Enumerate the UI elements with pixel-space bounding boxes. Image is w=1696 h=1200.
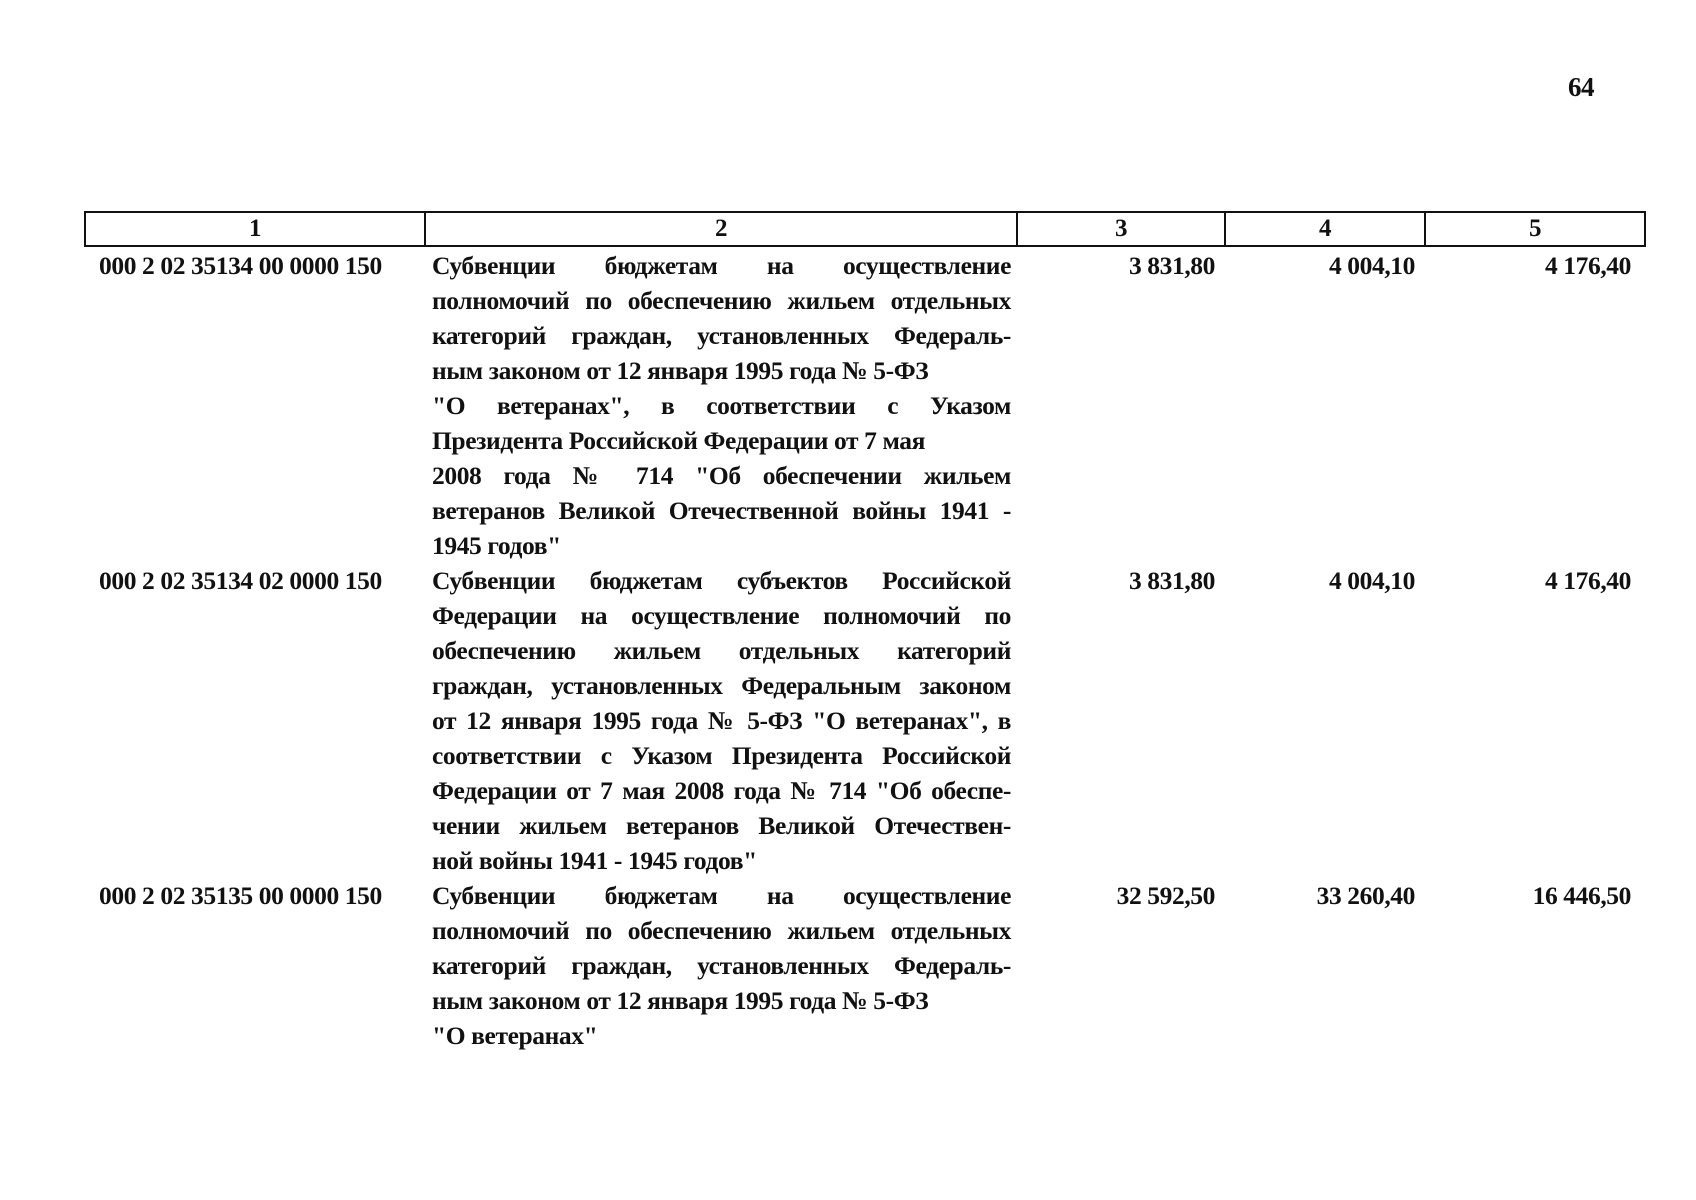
description-line: обеспечению жильем отдельных категорий	[432, 636, 1011, 665]
row-description	[425, 878, 1017, 1053]
description-line: Президента Российской Федерации от 7 мая	[432, 426, 926, 455]
description-line: категорий граждан, установленных Федераль-	[432, 321, 1011, 350]
column-header-1: 1	[85, 212, 425, 246]
description-line: "О ветеранах", в соответствии с Указом	[432, 391, 1011, 420]
page-number: 64	[1568, 72, 1594, 102]
description-line: ным законом от 12 января 1995 года № 5-ФЗ	[432, 356, 929, 385]
description-line: ной войны 1941 - 1945 годов"	[432, 846, 757, 875]
description-line: от 12 января 1995 года № 5-ФЗ "О ветеранах", в	[432, 706, 1011, 735]
row-value-col4: 33 260,40	[1316, 881, 1415, 910]
column-header-4: 4	[1225, 212, 1425, 246]
table-body	[85, 246, 1645, 1053]
row-value-col4: 4 004,10	[1328, 566, 1415, 595]
row-code: 000 2 02 35135 00 0000 150	[99, 881, 382, 910]
column-header-2: 2	[425, 212, 1017, 246]
description-line: граждан, установленных Федеральным законом	[432, 671, 1011, 700]
table-row	[85, 563, 1645, 878]
description-line: Субвенции бюджетам субъектов Российской	[432, 566, 1011, 595]
row-value-col5: 4 176,40	[1544, 566, 1631, 595]
table-header	[85, 212, 1645, 246]
description-line: Федерации на осуществление полномочий по	[432, 601, 1011, 630]
row-value-col5: 16 446,50	[1532, 881, 1631, 910]
description-line: ветеранов Великой Отечественной войны 1941 -	[432, 496, 1011, 525]
row-code: 000 2 02 35134 02 0000 150	[99, 566, 382, 595]
description-line: Федерации от 7 мая 2008 года № 714 "Об обеспе-	[432, 776, 1011, 805]
description-line: чении жильем ветеранов Великой Отечествен-	[432, 811, 1011, 840]
table-row	[85, 878, 1645, 1053]
description-line: полномочий по обеспечению жильем отдельных	[432, 916, 1011, 945]
row-description	[425, 563, 1017, 878]
row-value-col4: 4 004,10	[1328, 251, 1415, 280]
row-code: 000 2 02 35134 00 0000 150	[99, 251, 382, 280]
description-line: Субвенции бюджетам на осуществление	[432, 251, 1011, 280]
description-line: полномочий по обеспечению жильем отдельных	[432, 286, 1011, 315]
row-value-col3: 3 831,80	[1128, 566, 1215, 595]
column-header-5: 5	[1425, 212, 1645, 246]
description-line: "О ветеранах"	[432, 1021, 598, 1050]
table-row	[85, 246, 1645, 563]
row-value-col3: 3 831,80	[1128, 251, 1215, 280]
row-value-col3: 32 592,50	[1116, 881, 1215, 910]
description-line: 2008 года № 714 "Об обеспечении жильем	[432, 461, 1011, 490]
budget-table	[84, 211, 1646, 1053]
description-line: 1945 годов"	[432, 531, 561, 560]
description-line: Субвенции бюджетам на осуществление	[432, 881, 1011, 910]
table-header-row	[85, 212, 1645, 246]
column-header-3: 3	[1017, 212, 1225, 246]
description-line: категорий граждан, установленных Федераль-	[432, 951, 1011, 980]
description-line: ным законом от 12 января 1995 года № 5-ФЗ	[432, 986, 929, 1015]
row-description	[425, 246, 1017, 563]
description-line: соответствии с Указом Президента Российской	[432, 741, 1011, 770]
row-value-col5: 4 176,40	[1544, 251, 1631, 280]
